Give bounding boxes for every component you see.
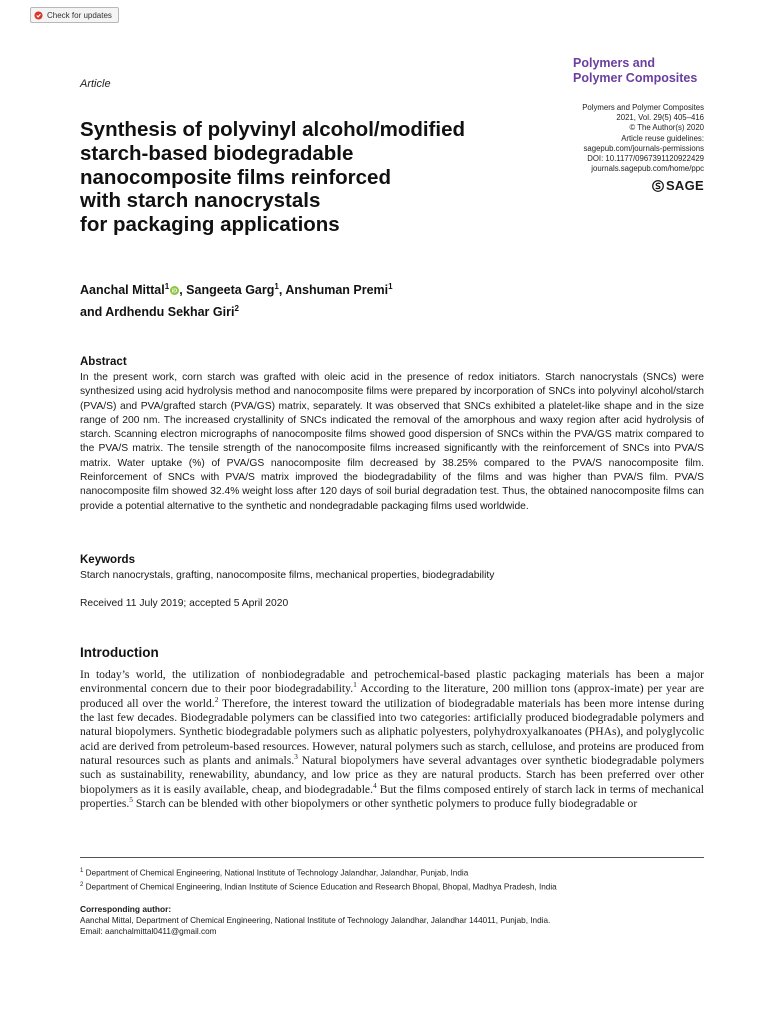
article-title [80,118,520,237]
check-updates-icon [34,11,43,20]
intro-text-segment: Starch can be blended with other biopolymers or other synthetic polymers to produce fully biodegradable or [133,797,638,811]
corresponding-author-heading: Corresponding author: [80,904,172,914]
meta-reuse-link[interactable]: sagepub.com/journals-permissions [583,143,704,153]
title-line-5: for packaging applications [80,213,340,237]
publisher-logo [652,178,704,193]
abstract-body: In the present work, corn starch was grafted with oleic acid in the presence of redox initiators. Starch nanocrystals (SNCs) were synthesized using acid hydrolysis method and nanocomposite films were prepared by incorporation of SNCs into polyvinyl alcohol/starch (PVA/S) and PVA/grafted starch (PVA/GS) matrix, separately. It was observed that SNCs exhibited a platelet-like shape and in the size range of 200 nm. The increased crystallinity of SNCs indicated the removal of the amorphous and waxy region after acid hydrolysis of starch. Scanning electron micrographs of nanocomposite films showed good dispersion of SNCs within the PVA/GS matrix compared to the PVA/S matrix. The tensile strength of the nanocomposite films increased significantly with the reinforcement of SNCs into PVA/S matrix. Water uptake (%) of PVA/GS nanocomposite film decreased by 38.25% compared to the PVA/S nanocomposite film. Reinforcement of SNCs with PVA/S matrix improved the biodegradability of the films and was higher than PVA/S film. PVA/S nanocomposite film showed 32.4% weight loss after 120 days of soil burial degradation test. Thus, the obtained nanocomposite films can provide a potential alternative to the synthetic and nondegradable packaging films used worldwide. [80,372,704,512]
title-line-1: Synthesis of polyvinyl alcohol/modified [80,118,466,141]
title-line-4: with starch nanocrystals [80,189,321,213]
keywords-heading: Keywords [80,554,135,566]
title-line-2: starch-based biodegradable [80,141,354,165]
author-affiliation-ref: 1 [164,282,170,291]
citation-ref[interactable]: 4 [372,780,377,790]
affiliation-number: 1 [80,868,84,874]
meta-journal: Polymers and Polymer Composites [582,103,704,112]
affiliation-text: Department of Chemical Engineering, Indian Institute of Science Education and Research Bhopal, Bhopal, Madhya Pradesh, India [85,882,557,892]
abstract-heading: Abstract [80,356,127,368]
introduction-heading: Introduction [80,645,159,660]
affiliation-number: 2 [80,882,84,888]
sage-logo-icon [652,180,664,192]
author-name[interactable]: Aanchal Mittal [80,283,165,298]
journal-name-line1: Polymers and [573,56,655,70]
meta-copyright: © The Author(s) 2020 [629,123,704,133]
author-affiliation-ref: 2 [234,303,239,313]
meta-reuse: Article reuse guidelines: [621,133,704,143]
author-name[interactable]: Ardhendu Sekhar Giri [105,304,235,319]
meta-doi[interactable]: DOI: 10.1177/0967391120922429 [587,154,704,164]
intro-text-segment: Natural biopolymers have several advantages over synthetic biodegradable polymers such as sustainability, renewability, abundancy, and low price as they are natural products. Starch has been preferred over other biopolymers as it is easily available, cheap, and biodegradable. [80,754,704,796]
check-updates-label: Check for updates [47,10,112,20]
footnote-divider [80,857,704,858]
journal-metadata [582,103,704,174]
author-name[interactable]: Anshuman Premi [285,283,389,298]
received-dates: Received 11 July 2019; accepted 5 April 2020 [80,598,289,609]
author-list: Aanchal Mittal$^1$ iD , Sangeeta Garg$^1$, Anshuman Premi$^1$ and Ardhendu Sekhar Giri$^2$ [80,282,393,319]
title-line-3: nanocomposite films reinforced [80,165,391,189]
svg-text:iD: iD [172,288,178,295]
citation-ref[interactable]: 2 [214,694,219,704]
author-name[interactable]: Sangeeta Garg [186,283,275,298]
intro-text-segment: But the films composed entirely of starch lack in terms of mechanical properties. [80,782,704,811]
citation-ref[interactable]: 5 [129,795,134,805]
citation-ref[interactable]: 3 [294,752,298,762]
affiliation [80,880,557,893]
journal-name-line2: Polymer Composites [573,71,698,85]
orcid-icon[interactable] [170,286,179,295]
intro-text-segment: In today’s world, the utilization of nonbiodegradable and petrochemical-based plastic packaging materials has been a major environmental concern due to their poor biodegradability. [80,668,704,696]
article-type: Article [80,78,111,90]
introduction-body [80,668,704,811]
journal-name[interactable] [573,56,697,86]
citation-ref[interactable]: 1 [353,680,357,690]
keywords-list: Starch nanocrystals, grafting, nanocomposite films, mechanical properties, biodegradability [80,570,495,581]
affiliation [80,866,468,879]
affiliation-text: Department of Chemical Engineering, National Institute of Technology Jalandhar, Jalandhar, Punjab, India [85,868,469,878]
corresponding-author-email[interactable]: Email: aanchalmittal0411@gmail.com [80,927,217,936]
author-affiliation-ref: 1 [388,282,393,291]
check-for-updates-button[interactable] [30,7,119,23]
publisher-name: SAGE [665,178,704,193]
meta-homepage-link[interactable]: journals.sagepub.com/home/ppc [591,164,704,174]
author-affiliation-ref: 1 [274,282,279,291]
intro-text-segment: Therefore, the interest toward the utilization of biodegradable materials has been more intense during the last few decades. Biodegradable polymers can be classified into two categories: artificially produced biodegradable polymers and natural biopolymers. Synthetic biodegradable polymers such as aliphatic polyesters, polyhydroxyalkanoates (PHAs), and polyglycolic acid are derived from petroleum-based resources. However, natural polymers such as starch, cellulose, and proteins are produced from natural resources such as plants and animals. [80,696,704,768]
intro-text-segment: According to the literature, 200 million tons (approx-imate) per year are produced all over the world. [80,682,704,710]
corresponding-author-details: Aanchal Mittal, Department of Chemical Engineering, National Institute of Technology Jalandhar, Jalandhar 144011, Punjab, India. [80,916,551,925]
meta-volume: 2021, Vol. 29(5) 405–416 [616,113,704,123]
